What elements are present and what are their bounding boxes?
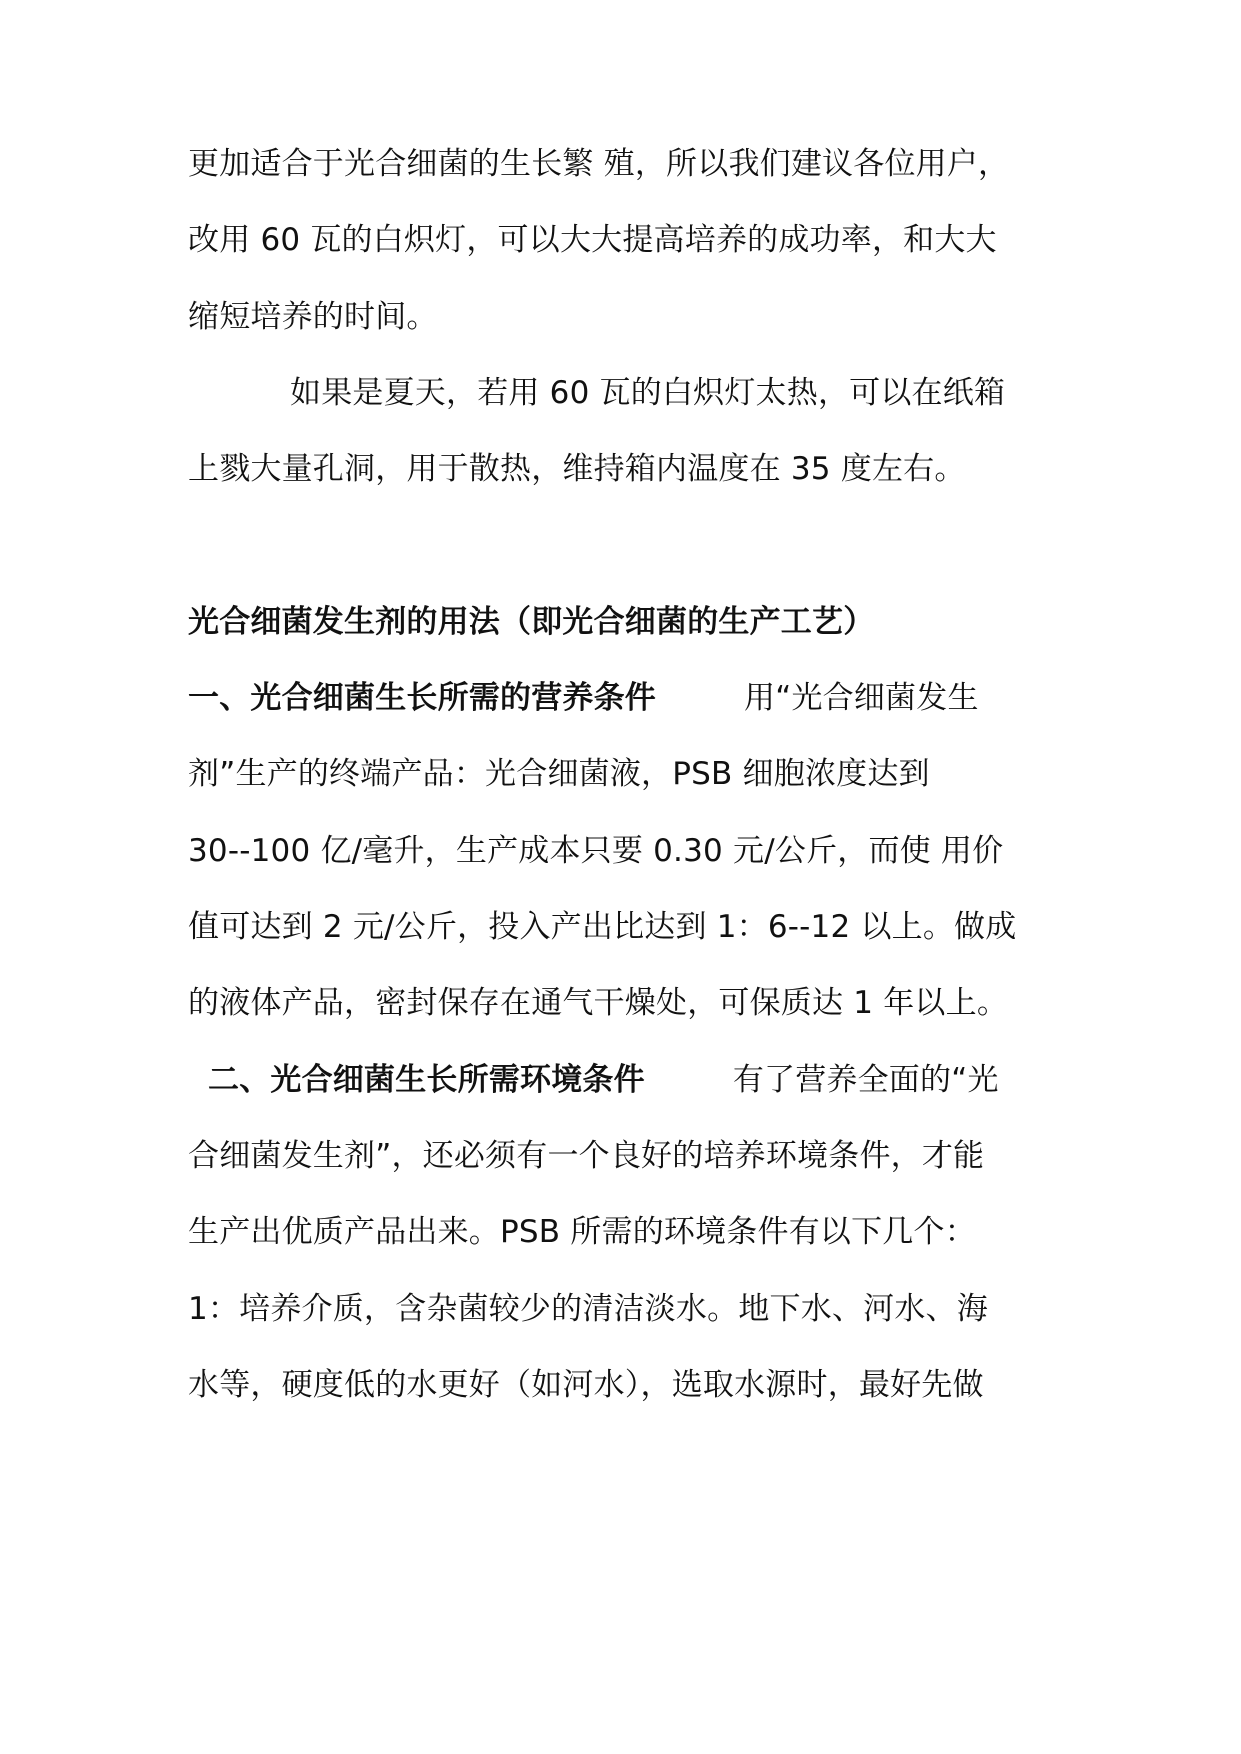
section-2-heading-line bbox=[188, 1058, 1068, 1102]
paragraph-line-9: 的液体产品，密封保存在通气干燥处，可保质达 1 年以上。 bbox=[188, 985, 1009, 1021]
paragraph-line-2: 改用 60 瓦的白炽灯，可以大大提高培养的成功率，和大大 bbox=[188, 222, 997, 258]
paragraph-line-5: 上戮大量孔洞，用于散热，维持箱内温度在 35 度左右。 bbox=[188, 451, 966, 487]
paragraph-line-4-text: 如果是夏天，若用 60 瓦的白炽灯太热，可以在纸箱 bbox=[290, 375, 1006, 411]
section-title: 光合细菌发生剂的用法（即光合细菌的生产工艺） bbox=[188, 604, 875, 640]
paragraph-line-7: 30--100 亿/毫升，生产成本只要 0.30 元/公斤，而使 用价 bbox=[188, 833, 1004, 869]
paragraph-line-13: 水等，硬度低的水更好（如河水），选取水源时，最好先做 bbox=[188, 1367, 984, 1403]
paragraph-line-8: 值可达到 2 元/公斤，投入产出比达到 1：6--12 以上。做成 bbox=[188, 909, 1017, 945]
paragraph-line-4 bbox=[188, 371, 1068, 415]
paragraph-line-12: 1：培养介质，含杂菌较少的清洁淡水。地下水、河水、海 bbox=[188, 1291, 988, 1327]
section-1-heading-line bbox=[188, 676, 1068, 720]
paragraph-line-3: 缩短培养的时间。 bbox=[188, 299, 438, 335]
section-1-inline-text: 用“光合细菌发生 bbox=[744, 680, 979, 716]
section-2-inline-text: 有了营养全面的“光 bbox=[732, 1062, 999, 1098]
paragraph-line-1: 更加适合于光合细菌的生长繁 殖，所以我们建议各位用户， bbox=[188, 146, 1010, 182]
paragraph-line-10: 合细菌发生剂”，还必须有一个良好的培养环境条件，才能 bbox=[188, 1138, 985, 1174]
section-1-heading: 一、光合细菌生长所需的营养条件 bbox=[188, 680, 656, 716]
paragraph-line-11: 生产出优质产品出来。PSB 所需的环境条件有以下几个： bbox=[188, 1214, 976, 1250]
section-2-heading: 二、光合细菌生长所需环境条件 bbox=[208, 1062, 645, 1098]
paragraph-line-6: 剂”生产的终端产品：光合细菌液，PSB 细胞浓度达到 bbox=[188, 756, 930, 792]
